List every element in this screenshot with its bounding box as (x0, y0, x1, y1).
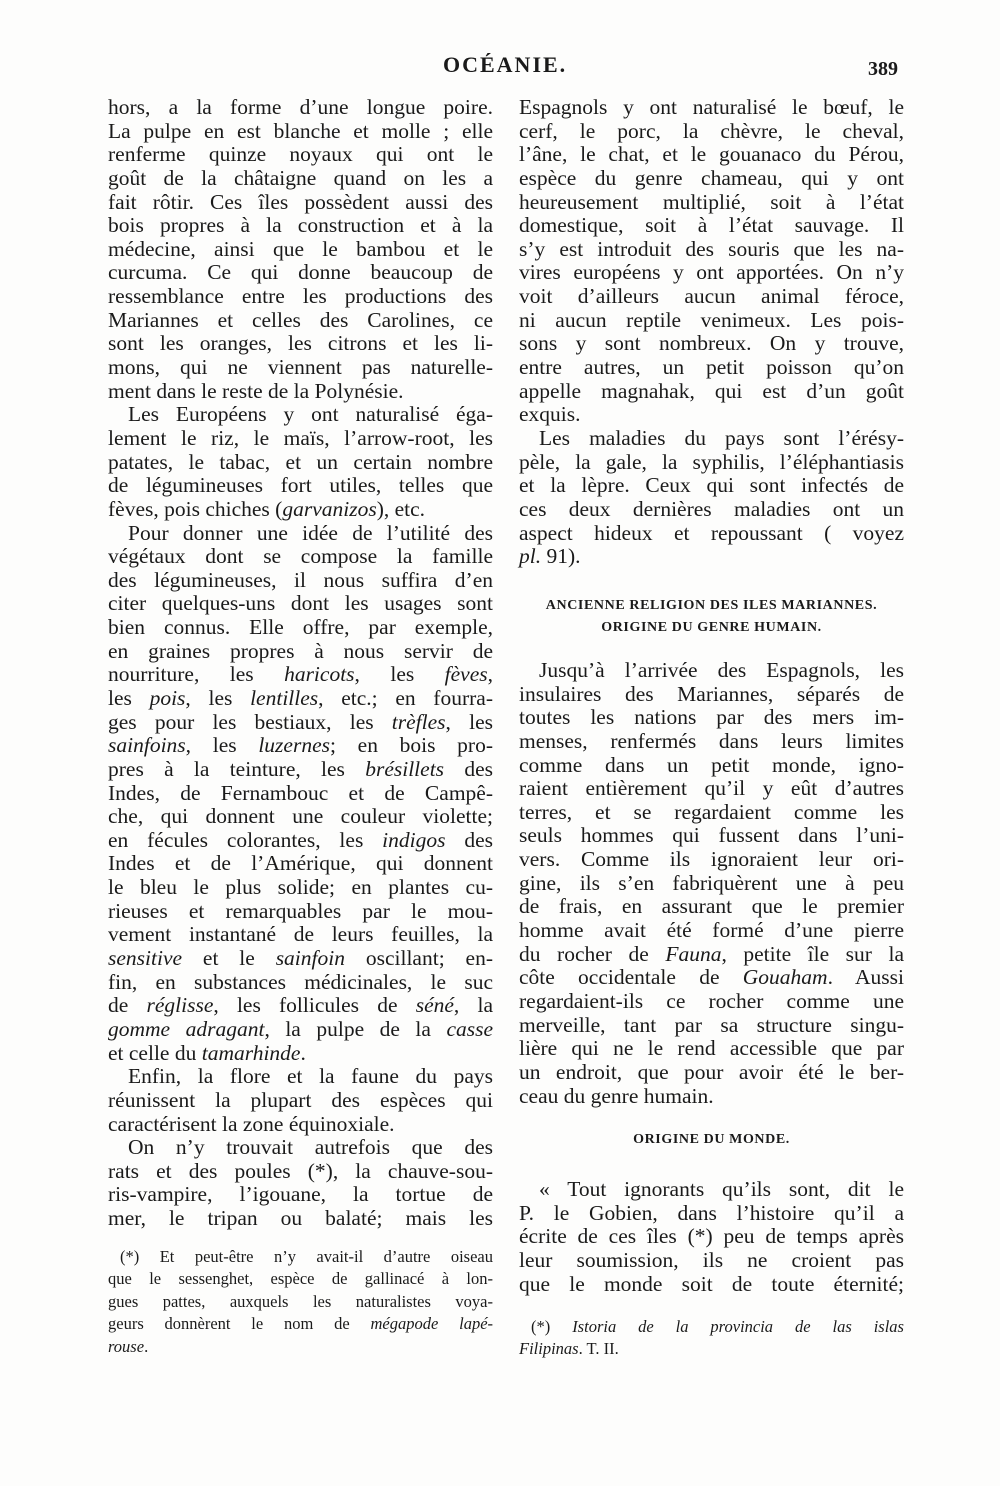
text-run: , petite île sur la (721, 941, 904, 966)
italic-text: sensitive (108, 946, 183, 971)
text-line (108, 993, 493, 1017)
text-line (108, 544, 493, 568)
italic-text: Fauna (665, 941, 722, 966)
text-line (108, 899, 493, 923)
text-run: ; en bois pro- (329, 733, 493, 758)
text-run: , les (185, 686, 251, 710)
text-run: en graines propres à nous servir de (108, 638, 493, 663)
text-run: et le (182, 946, 276, 971)
text-line (108, 190, 493, 214)
text-line (519, 213, 904, 237)
text-run: toutes les nations par des mers im- (519, 705, 904, 730)
text-run: Mariannes et celles des Carolines, ce (108, 307, 493, 332)
text-run: (*) (531, 1317, 573, 1336)
text-line (519, 166, 904, 190)
text-run: terres, et se regardaient comme les (519, 799, 904, 824)
italic-text: haricots (284, 662, 355, 687)
text-run: écrite de ces îles (*) peu de temps après (519, 1224, 904, 1249)
text-line (519, 284, 904, 308)
text-line (108, 851, 493, 875)
text-run: goût de la châtaigne quand on les a (108, 165, 493, 190)
running-head: OCÉANIE. (443, 52, 568, 77)
italic-text: mégapode lapé- (370, 1314, 494, 1334)
text-run: rats et des poules (*), la chauve-sou- (108, 1158, 493, 1183)
text-run: P. le Gobien, dans l’histoire qu’il a (519, 1200, 904, 1225)
text-run: On n’y trouvait autrefois que des (128, 1135, 493, 1160)
text-run: les (108, 686, 150, 710)
text-line (108, 1064, 493, 1088)
text-line (108, 213, 493, 237)
text-run: le bleu le plus solide; en plantes cu- (108, 875, 493, 900)
italic-text: sainfoin (275, 946, 345, 971)
text-line (519, 1013, 904, 1037)
text-line (108, 426, 493, 450)
text-line (108, 639, 493, 663)
text-line (519, 426, 904, 450)
text-line (519, 753, 904, 777)
text-run: vement instantané de leurs feuilles, la (108, 922, 493, 947)
text-line (519, 871, 904, 895)
text-run: « Tout ignorants qu’ils sont, dit le (539, 1177, 904, 1201)
text-line (108, 591, 493, 615)
text-line (519, 1036, 904, 1060)
text-run: des (444, 756, 493, 781)
text-run: homme avait été formé d’une pierre (519, 918, 904, 943)
text-run: ris-vampire, l’igouane, la tortue de (108, 1182, 493, 1207)
italic-text: luzernes (258, 733, 330, 758)
text-run: , etc.; en fourra- (318, 686, 493, 710)
text-line (519, 331, 904, 355)
section-heading-origin-world: ORIGINE DU MONDE. (633, 1132, 790, 1147)
text-line (108, 119, 493, 143)
text-line (108, 568, 493, 592)
text-run: voit d’ailleurs aucun animal féroce, (519, 284, 904, 309)
text-line (108, 710, 493, 734)
italic-text: pois (149, 686, 186, 710)
italic-text: rouse (108, 1336, 145, 1356)
text-line (519, 965, 904, 989)
text-run: vires européens y ont apportées. On n’y (519, 260, 904, 285)
text-run: rieuses et remarquables par le mou- (108, 898, 493, 923)
text-line (108, 922, 493, 946)
text-line (519, 544, 904, 568)
text-run: heureusement multiplié, soit à l’état (519, 189, 904, 214)
italic-text: lentilles (250, 686, 319, 710)
text-line (108, 260, 493, 284)
text-run: Pour donner une idée de l’utilité des (128, 520, 493, 545)
text-run: , les (185, 733, 259, 758)
text-line (519, 658, 904, 682)
italic-text: garvanizos (282, 496, 377, 521)
text-run: exquis. (519, 402, 581, 427)
italic-text: brésillets (365, 756, 445, 781)
text-line (108, 355, 493, 379)
text-run: appelle magnahak, qui est d’un goût (519, 378, 904, 403)
text-run: un endroit, que pour avoir été le ber- (519, 1059, 904, 1084)
text-run: des (445, 827, 493, 852)
text-run: espèce du genre chameau, qui y ont (519, 165, 904, 190)
text-run: sons y sont nombreux. On y trouve, (519, 331, 904, 356)
text-run: Les maladies du pays sont l’érésy- (539, 425, 904, 450)
text-line (108, 450, 493, 474)
text-run: regardaient-ils ce rocher comme une (519, 988, 904, 1013)
italic-text: trèfles (391, 709, 446, 734)
text-line (519, 823, 904, 847)
text-run: gine, ils s’en fabriquèrent une à peu (519, 870, 904, 895)
text-line (108, 946, 493, 970)
text-run: renferme quinze noyaux qui ont le (108, 142, 493, 167)
text-run: que le monde soit de toute éternité; (519, 1271, 904, 1296)
text-run: bois propres à la construction et à la (108, 213, 493, 238)
footnote-line (108, 1268, 493, 1290)
text-run: hors, a la forme d’une longue poire. (108, 95, 493, 119)
text-line (108, 1112, 493, 1136)
text-run: du rocher de (519, 941, 666, 966)
text-run: Jusqu’à l’arrivée des Espagnols, les (539, 658, 904, 682)
text-line (519, 989, 904, 1013)
text-line (519, 190, 904, 214)
text-line (108, 662, 493, 686)
text-run: bien connus. Elle offre, par exemple, (108, 615, 493, 640)
text-line (519, 355, 904, 379)
text-line (108, 1041, 493, 1065)
text-run: . (300, 1040, 306, 1065)
text-line (519, 776, 904, 800)
text-line (108, 497, 493, 521)
italic-text: séné (415, 993, 454, 1018)
text-run: caractérisent la zone équinoxiale. (108, 1111, 395, 1136)
text-run: fèves, pois chiches ( (108, 496, 283, 521)
text-line (519, 1224, 904, 1248)
text-run: Indes et de l’Amérique, qui donnent (108, 851, 493, 876)
text-line (108, 828, 493, 852)
text-run: l’âne, le chat, et le gouanaco du Pérou, (519, 142, 904, 167)
italic-text: réglisse (146, 993, 214, 1018)
italic-text: gomme adragant (108, 1016, 265, 1041)
text-run: mer, le tripan ou balaté; mais les (108, 1206, 493, 1231)
italic-text: sainfoins (108, 733, 186, 758)
text-line (108, 875, 493, 899)
text-line (108, 1182, 493, 1206)
text-run: La pulpe en est blanche et molle ; elle (108, 118, 493, 143)
text-run: médecine, ainsi que le bambou et le (108, 236, 493, 261)
text-line (108, 686, 493, 710)
text-run: végétaux dont se compose la famille (108, 544, 493, 569)
text-run: gues pattes, auxquels les naturalistes voya- (108, 1291, 493, 1311)
text-line (108, 166, 493, 190)
text-run: ceau du genre humain. (519, 1083, 714, 1108)
page-number: 389 (868, 58, 898, 80)
text-run: entre autres, un petit poisson qu’on (519, 355, 904, 380)
text-run: . T. II. (578, 1339, 619, 1359)
text-line (108, 781, 493, 805)
italic-text: tamarhinde (201, 1040, 301, 1065)
italic-text: Istoria de la provincia de las islas (572, 1317, 904, 1336)
text-run: curcuma. Ce qui donne beaucoup de (108, 260, 493, 285)
text-line (108, 757, 493, 781)
text-run: , la pulpe de la (264, 1016, 447, 1041)
section-heading-origin-human: ORIGINE DU GENRE HUMAIN. (601, 620, 822, 635)
text-run: . (144, 1336, 149, 1356)
text-run: vers. Comme ils ignoraient leur ori- (519, 847, 904, 872)
text-line (108, 970, 493, 994)
text-run: et celle du (108, 1040, 202, 1065)
text-run: patates, le tabac, et un certain nombre (108, 449, 493, 474)
text-run: insulaires des Mariannes, séparés de (519, 681, 904, 706)
text-run: nourriture, les (108, 662, 285, 687)
text-line (108, 379, 493, 403)
text-run: fin, en substances médicinales, le suc (108, 969, 493, 994)
text-line (519, 237, 904, 261)
text-run: domestique, soit à l’état sauvage. Il (519, 213, 904, 238)
text-line (519, 521, 904, 545)
text-line (108, 615, 493, 639)
text-run: que le sessenghet, espèce de gallinacé à lon- (108, 1269, 493, 1289)
text-line (519, 800, 904, 824)
text-line (108, 331, 493, 355)
text-run: mons, qui ne viennent pas naturelle- (108, 355, 493, 380)
footnote-line (519, 1338, 904, 1360)
text-run: aspect hideux et repoussant ( voyez (519, 520, 904, 545)
text-line (108, 804, 493, 828)
text-run: menses, renfermés dans leurs limites (519, 728, 904, 753)
italic-text: fèves (444, 662, 488, 687)
text-run: de (108, 993, 147, 1018)
text-line (519, 450, 904, 474)
text-line (108, 284, 493, 308)
text-line (108, 1088, 493, 1112)
text-run: lement le riz, le maïs, l’arrow-root, les (108, 425, 493, 450)
text-line (108, 142, 493, 166)
text-run: Les Européens y ont naturalisé éga- (128, 402, 493, 427)
text-run: , la (453, 993, 493, 1018)
italic-text: Gouaham (742, 965, 828, 990)
footnote-line (108, 1336, 493, 1358)
italic-text: indigos (382, 827, 446, 852)
text-line (519, 1272, 904, 1296)
text-run: merveille, tant par sa structure singu- (519, 1012, 904, 1037)
text-line (519, 379, 904, 403)
text-line (519, 1084, 904, 1108)
text-run: che, qui donnent une couleur violette; (108, 804, 493, 829)
text-run: en fécules colorantes, les (108, 827, 383, 852)
section-heading-religion: ANCIENNE RELIGION DES ILES MARIANNES. (545, 598, 878, 613)
text-run: ressemblance entre les productions des (108, 284, 493, 309)
text-line (519, 705, 904, 729)
text-line (519, 1177, 904, 1201)
text-line (519, 473, 904, 497)
text-run: sont les oranges, les citrons et les li- (108, 331, 493, 356)
text-run: leur soumission, ils ne croient pas (519, 1247, 904, 1272)
text-line (519, 1060, 904, 1084)
text-run: ment dans le reste de la Polynésie. (108, 378, 404, 403)
text-line (519, 308, 904, 332)
text-line (108, 1135, 493, 1159)
text-line (519, 1248, 904, 1272)
text-run: lière qui ne le rend accessible que par (519, 1036, 904, 1061)
footnote-line (108, 1246, 493, 1268)
footnote-line (108, 1313, 493, 1335)
italic-text: casse (446, 1016, 494, 1041)
text-run: . Aussi (827, 965, 904, 990)
text-line (519, 402, 904, 426)
text-line (519, 894, 904, 918)
text-run: s’y est introduit des souris que les na- (519, 236, 904, 261)
text-run: fait rôtir. Ces îles possèdent aussi des (108, 189, 493, 214)
text-line (519, 847, 904, 871)
text-line (108, 1206, 493, 1230)
text-run: seuls hommes qui fussent dans l’uni- (519, 823, 904, 848)
text-run: de frais, en assurant que le premier (519, 894, 904, 919)
text-run: Indes, de Fernambouc et de Campê- (108, 780, 493, 805)
text-run: , les (354, 662, 445, 687)
text-line (108, 521, 493, 545)
text-run: geurs donnèrent le nom de (108, 1314, 371, 1334)
text-run: ces deux dernières maladies ont un (519, 496, 904, 521)
text-line (519, 95, 904, 119)
text-run: ges pour les bestiaux, les (108, 709, 392, 734)
text-run: raient entièrement qu’il y eût d’autres (519, 776, 904, 801)
text-line (108, 473, 493, 497)
text-line (108, 95, 493, 119)
text-run: , (487, 662, 493, 687)
text-line (108, 1017, 493, 1041)
footnote-line (108, 1291, 493, 1313)
text-line (108, 733, 493, 757)
text-run: ), etc. (376, 496, 426, 521)
text-run: oscillant; en- (344, 946, 493, 971)
text-run: de légumineuses fort utiles, telles que (108, 473, 493, 498)
text-line (108, 308, 493, 332)
text-run: pèle, la gale, la syphilis, l’éléphantiasis (519, 449, 904, 474)
text-run: , les follicules de (213, 993, 416, 1018)
text-run: et la lèpre. Ceux qui sont infectés de (519, 473, 904, 498)
text-run: des légumineuses, il nous suffira d’en (108, 567, 493, 592)
text-line (108, 237, 493, 261)
text-line (519, 682, 904, 706)
text-run: Espagnols y ont naturalisé le bœuf, le (519, 95, 904, 119)
text-run: cerf, le porc, la chèvre, le cheval, (519, 118, 904, 143)
footnote-line (519, 1316, 904, 1338)
text-run: Enfin, la flore et la faune du pays (128, 1064, 493, 1089)
text-line (519, 942, 904, 966)
text-line (519, 497, 904, 521)
text-line (519, 729, 904, 753)
text-run: citer quelques-uns dont les usages sont (108, 591, 493, 616)
text-run: , les (445, 709, 493, 734)
italic-text: Filipinas (519, 1339, 579, 1359)
text-line (519, 260, 904, 284)
text-line (519, 142, 904, 166)
text-line (519, 918, 904, 942)
text-run: pres à la teinture, les (108, 756, 366, 781)
text-run: comme dans un petit monde, igno- (519, 752, 904, 777)
text-run: ni aucun reptile venimeux. Les pois- (519, 307, 904, 332)
text-line (519, 1201, 904, 1225)
text-run: (*) Et peut-être n’y avait-il d’autre oiseau (120, 1247, 493, 1266)
text-run: côte occidentale de (519, 965, 743, 990)
text-line (108, 402, 493, 426)
text-run: 91). (541, 544, 581, 569)
text-line (519, 119, 904, 143)
text-run: réunissent la plupart des espèces qui (108, 1087, 493, 1112)
text-line (108, 1159, 493, 1183)
italic-text: pl. (519, 544, 542, 569)
